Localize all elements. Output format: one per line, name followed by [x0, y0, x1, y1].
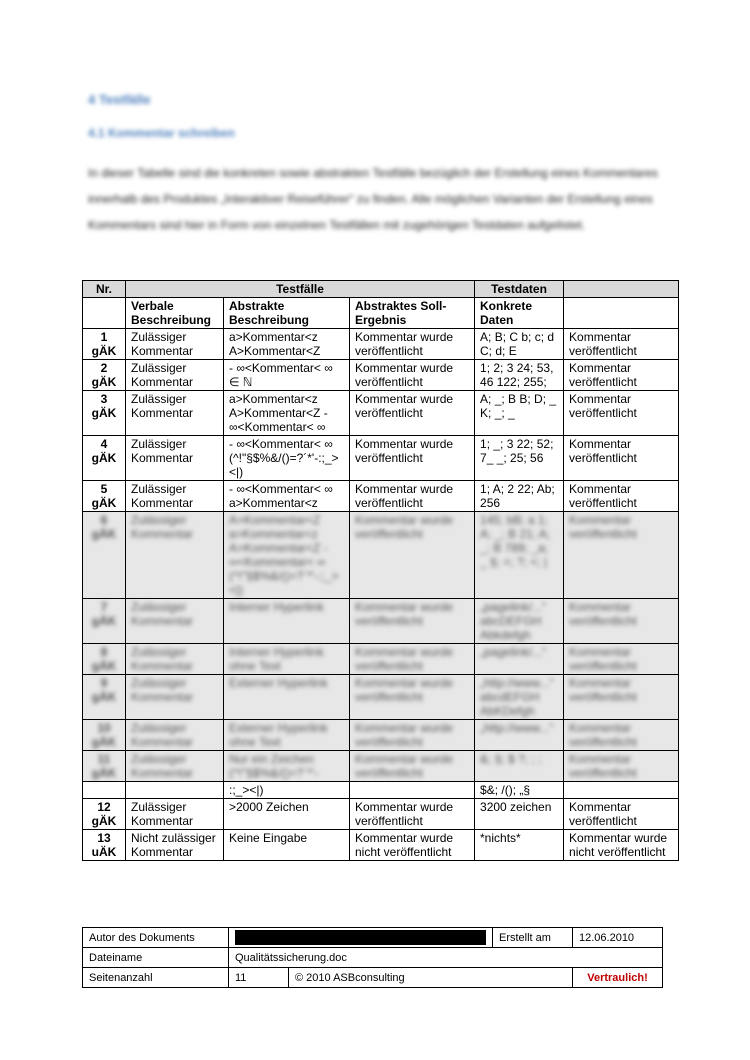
cell-text: A; _; B B; D; _ K; _; _ — [480, 392, 557, 420]
cell-text: Zulässiger Kommentar — [131, 330, 194, 358]
cell-abstrakt — [224, 675, 350, 720]
cell-text: Kommentar wurde veröffentlicht — [355, 330, 454, 358]
cell-text: Kommentar wurde veröffentlicht — [355, 437, 454, 465]
cell-verbal — [126, 830, 224, 861]
cell-text: Nur ein Zeichen (^!"§$%&/()=?´*'- — [229, 752, 319, 780]
cell-text: Zulässiger Kommentar — [131, 600, 194, 628]
row-tail-daten: $&; /(); „§ — [475, 782, 564, 799]
cell-nr — [83, 391, 126, 436]
subheader-empty-2 — [564, 298, 679, 329]
cell-text: 6 gÄK — [91, 513, 117, 541]
cell-text: Kommentar veröffentlicht — [569, 330, 637, 358]
cell-text: Kommentar wurde veröffentlicht — [355, 600, 454, 628]
cell-soll — [350, 751, 475, 782]
cell-nr — [83, 720, 126, 751]
cell-nr — [83, 329, 126, 360]
cell-verbal — [126, 512, 224, 599]
cell-verbal — [126, 391, 224, 436]
footer-confidential: Vertraulich! — [573, 968, 663, 988]
table-row — [83, 481, 679, 512]
cell-ergebnis — [564, 675, 679, 720]
cell-ergebnis — [564, 360, 679, 391]
cell-soll — [350, 360, 475, 391]
subheader-verbal: Verbale Beschreibung — [126, 298, 224, 329]
cell-text: Externer Hyperlink ohne Text — [229, 721, 328, 749]
cell-daten — [475, 799, 564, 830]
cell-text: 1; _; 3 22; 52; 7_ _; 25; 56 — [480, 437, 554, 465]
cell-abstrakt — [224, 329, 350, 360]
cell-nr — [83, 830, 126, 861]
cell-text: - ∞<Kommentar< ∞ (^!"§$%&/()=?´*'-:;_><|) — [229, 437, 339, 479]
cell-verbal — [126, 329, 224, 360]
cell-text: Kommentar wurde veröffentlicht — [355, 800, 454, 828]
table-row — [83, 830, 679, 861]
cell-soll — [350, 644, 475, 675]
footer-table — [82, 927, 663, 988]
cell-text: Zulässiger Kommentar — [131, 721, 194, 749]
cell-ergebnis — [564, 751, 679, 782]
cell-text: Zulässiger Kommentar — [131, 361, 194, 389]
footer-created-label: Erstellt am — [493, 928, 573, 948]
redacted-author — [235, 930, 486, 945]
cell-nr — [83, 481, 126, 512]
cell-text: Kommentar veröffentlicht — [569, 600, 637, 628]
cell-nr — [83, 675, 126, 720]
cell-nr — [83, 360, 126, 391]
footer-filename-label: Dateiname — [83, 948, 229, 968]
cell-nr — [83, 599, 126, 644]
footer-created-value: 12.06.2010 — [573, 928, 663, 948]
cell-ergebnis — [564, 329, 679, 360]
cell-ergebnis — [564, 599, 679, 644]
table-row-tail — [83, 782, 679, 799]
cell-text: Zulässiger Kommentar — [131, 513, 194, 541]
cell-daten — [475, 830, 564, 861]
cell-ergebnis — [564, 720, 679, 751]
cell-daten — [475, 720, 564, 751]
cell-text: Zulässiger Kommentar — [131, 800, 194, 828]
cell-soll — [350, 675, 475, 720]
cell-text: Kommentar veröffentlicht — [569, 645, 637, 673]
cell-text: Kommentar wurde veröffentlicht — [355, 645, 454, 673]
cell-text: 9 gÄK — [91, 676, 117, 704]
cell-text: Keine Eingabe — [229, 831, 308, 845]
cell-text: 2 gÄK — [91, 361, 117, 389]
cell-text: Kommentar wurde nicht veröffentlicht — [569, 831, 668, 859]
cell-text: Kommentar veröffentlicht — [569, 752, 637, 780]
cell-text: 145; bB; a 1; A; _; B 21; A; _; B 789; _a; _ §; =; ?; <; | — [480, 513, 551, 569]
cell-soll — [350, 512, 475, 599]
cell-daten — [475, 329, 564, 360]
cell-text: Interner Hyperlink — [229, 600, 324, 614]
cell-ergebnis — [564, 436, 679, 481]
cell-text: Zulässiger Kommentar — [131, 482, 194, 510]
cell-text: 12 gÄK — [91, 800, 117, 828]
cell-text: Kommentar wurde nicht veröffentlicht — [355, 831, 454, 859]
footer-row-filename — [83, 948, 663, 968]
cell-abstrakt — [224, 720, 350, 751]
cell-abstrakt — [224, 391, 350, 436]
table-subheader-row — [83, 298, 679, 329]
cell-text: &; §; $ ?; ; ; — [480, 752, 542, 766]
table-row — [83, 720, 679, 751]
testcase-table — [82, 280, 679, 861]
cell-text: *nichts* — [480, 831, 521, 845]
cell-text: Zulässiger Kommentar — [131, 392, 194, 420]
cell-verbal — [126, 675, 224, 720]
cell-daten — [475, 391, 564, 436]
cell-soll — [350, 329, 475, 360]
table-row — [83, 751, 679, 782]
table-row — [83, 436, 679, 481]
table-row — [83, 512, 679, 599]
table-row — [83, 391, 679, 436]
cell-text: Kommentar veröffentlicht — [569, 513, 637, 541]
table-row — [83, 360, 679, 391]
cell-text: Kommentar veröffentlicht — [569, 721, 637, 749]
cell-text: Kommentar veröffentlicht — [569, 361, 637, 389]
cell-text: a>Kommentar<z A>Kommentar<Z — [229, 330, 321, 358]
cell-text: Zulässiger Kommentar — [131, 437, 194, 465]
cell-text: 3 gÄK — [91, 392, 117, 420]
cell-soll — [350, 599, 475, 644]
header-empty — [564, 281, 679, 298]
table-row — [83, 675, 679, 720]
cell-text: A>Kommentar<Z a>Kommentar<z A>Kommentar<Z - ∞<Kommentar< ∞ (^!"§$%&/()=?´*'-:;_><|) — [229, 513, 339, 597]
footer-filename-value: Qualitätssicherung.doc — [229, 948, 663, 968]
cell-text: „http://www...“ — [480, 721, 554, 735]
cell-abstrakt — [224, 830, 350, 861]
cell-verbal — [126, 644, 224, 675]
cell-text: Kommentar wurde veröffentlicht — [355, 361, 454, 389]
cell-abstrakt — [224, 481, 350, 512]
subheader-soll: Abstraktes Soll-Ergebnis — [350, 298, 475, 329]
cell-text: Kommentar veröffentlicht — [569, 437, 637, 465]
intro-paragraph: In dieser Tabelle sind die konkreten sowie abstrakten Testfälle bezüglich der Erstellung eines Kommentares innerhalb des Produktes „Interaktiver Reiseführer“ zu finden. Alle möglichen Varianten der Erstellung eines Kommentars sind hier in Form von einzelnen Testfällen mit zugehörigen Testdaten aufgelistet. — [88, 166, 658, 232]
cell-abstrakt — [224, 512, 350, 599]
cell-verbal — [126, 599, 224, 644]
cell-verbal — [126, 720, 224, 751]
subheader-abstrakt: Abstrakte Beschreibung — [224, 298, 350, 329]
cell-text: Kommentar wurde veröffentlicht — [355, 392, 454, 420]
cell-abstrakt — [224, 799, 350, 830]
cell-text: Zulässiger Kommentar — [131, 676, 194, 704]
cell-verbal — [126, 751, 224, 782]
cell-soll — [350, 391, 475, 436]
cell-text: Kommentar wurde veröffentlicht — [355, 721, 454, 749]
cell-nr — [83, 436, 126, 481]
table-row — [83, 599, 679, 644]
cell-ergebnis — [564, 481, 679, 512]
cell-daten — [475, 751, 564, 782]
cell-abstrakt — [224, 644, 350, 675]
row-tail-abstrakt: :;_><|) — [224, 782, 350, 799]
cell-text: „http://www...“ abcdEFGH AbKDefgh — [480, 676, 554, 718]
cell-soll — [350, 799, 475, 830]
cell-text: - ∞<Kommentar< ∞ a>Kommentar<z — [229, 482, 333, 510]
cell-text: Nicht zulässiger Kommentar — [131, 831, 216, 859]
cell-text: „pagelink/...“ abcDEFGH Abkdefgh — [480, 600, 547, 642]
cell-abstrakt — [224, 751, 350, 782]
cell-abstrakt — [224, 360, 350, 391]
cell-text: >2000 Zeichen — [229, 800, 309, 814]
section-heading: 4 Testfälle — [88, 92, 151, 107]
cell-daten — [475, 644, 564, 675]
cell-daten — [475, 436, 564, 481]
footer-copyright: © 2010 ASBconsulting — [289, 968, 573, 988]
header-testdaten: Testdaten — [475, 281, 564, 298]
footer-row-pages — [83, 968, 663, 988]
cell-text: 1 gÄK — [91, 330, 117, 358]
cell-verbal — [126, 360, 224, 391]
cell-text: Interner Hyperlink ohne Text — [229, 645, 324, 673]
header-nr: Nr. — [83, 281, 126, 298]
cell-text: 8 gÄK — [91, 645, 117, 673]
cell-text: Kommentar wurde veröffentlicht — [355, 676, 454, 704]
cell-daten — [475, 512, 564, 599]
cell-soll — [350, 830, 475, 861]
cell-text: Kommentar wurde veröffentlicht — [355, 482, 454, 510]
cell-nr — [83, 751, 126, 782]
cell-text: a>Kommentar<z A>Kommentar<Z - ∞<Kommentar< ∞ — [229, 392, 328, 434]
subsection-heading: 4.1 Kommentar schreiben — [88, 126, 235, 140]
cell-text: 13 uÄK — [91, 831, 117, 859]
cell-text: A; B; C b; c; d C; d; E — [480, 330, 555, 358]
cell-text: Kommentar veröffentlicht — [569, 482, 637, 510]
cell-text: 1; A; 2 22; Ab; 256 — [480, 482, 555, 510]
cell-text: „pagelink/...“ — [480, 645, 547, 659]
cell-nr — [83, 644, 126, 675]
cell-text: Zulässiger Kommentar — [131, 752, 194, 780]
cell-text: - ∞<Kommentar< ∞ ∈ ℕ — [229, 361, 333, 389]
cell-nr — [83, 512, 126, 599]
cell-abstrakt — [224, 436, 350, 481]
table-row — [83, 799, 679, 830]
cell-text: Zulässiger Kommentar — [131, 645, 194, 673]
cell-text: 11 gÄK — [91, 752, 117, 780]
cell-soll — [350, 481, 475, 512]
cell-daten — [475, 599, 564, 644]
cell-ergebnis — [564, 830, 679, 861]
cell-soll — [350, 436, 475, 481]
cell-text: Externer Hyperlink — [229, 676, 328, 690]
cell-ergebnis — [564, 512, 679, 599]
cell-text: 1; 2; 3 24; 53, 46 122; 255; — [480, 361, 554, 389]
cell-soll — [350, 720, 475, 751]
cell-text: Kommentar veröffentlicht — [569, 800, 637, 828]
cell-ergebnis — [564, 799, 679, 830]
cell-verbal — [126, 799, 224, 830]
footer-pages-value: 11 — [229, 968, 289, 988]
cell-abstrakt — [224, 599, 350, 644]
cell-text: 4 gÄK — [91, 437, 117, 465]
table-header-row — [83, 281, 679, 298]
cell-daten — [475, 481, 564, 512]
cell-text: 5 gÄK — [91, 482, 117, 510]
cell-text: 3200 zeichen — [480, 800, 552, 814]
footer-author-label: Autor des Dokuments — [83, 928, 229, 948]
cell-text: Kommentar wurde veröffentlicht — [355, 752, 454, 780]
cell-nr — [83, 799, 126, 830]
cell-text: Kommentar veröffentlicht — [569, 392, 637, 420]
cell-text: 7 gÄK — [91, 600, 117, 628]
cell-verbal — [126, 436, 224, 481]
subheader-empty — [83, 298, 126, 329]
cell-verbal — [126, 481, 224, 512]
subheader-konkret: Konkrete Daten — [475, 298, 564, 329]
cell-daten — [475, 675, 564, 720]
header-testfaelle: Testfälle — [126, 281, 475, 298]
cell-text: 10 gÄK — [91, 721, 117, 749]
cell-text: Kommentar veröffentlicht — [569, 676, 637, 704]
table-row — [83, 644, 679, 675]
table-row — [83, 329, 679, 360]
footer-pages-label: Seitenanzahl — [83, 968, 229, 988]
cell-ergebnis — [564, 391, 679, 436]
cell-daten — [475, 360, 564, 391]
cell-text: Kommentar wurde veröffentlicht — [355, 513, 454, 541]
footer-row-author — [83, 928, 663, 948]
cell-ergebnis — [564, 644, 679, 675]
